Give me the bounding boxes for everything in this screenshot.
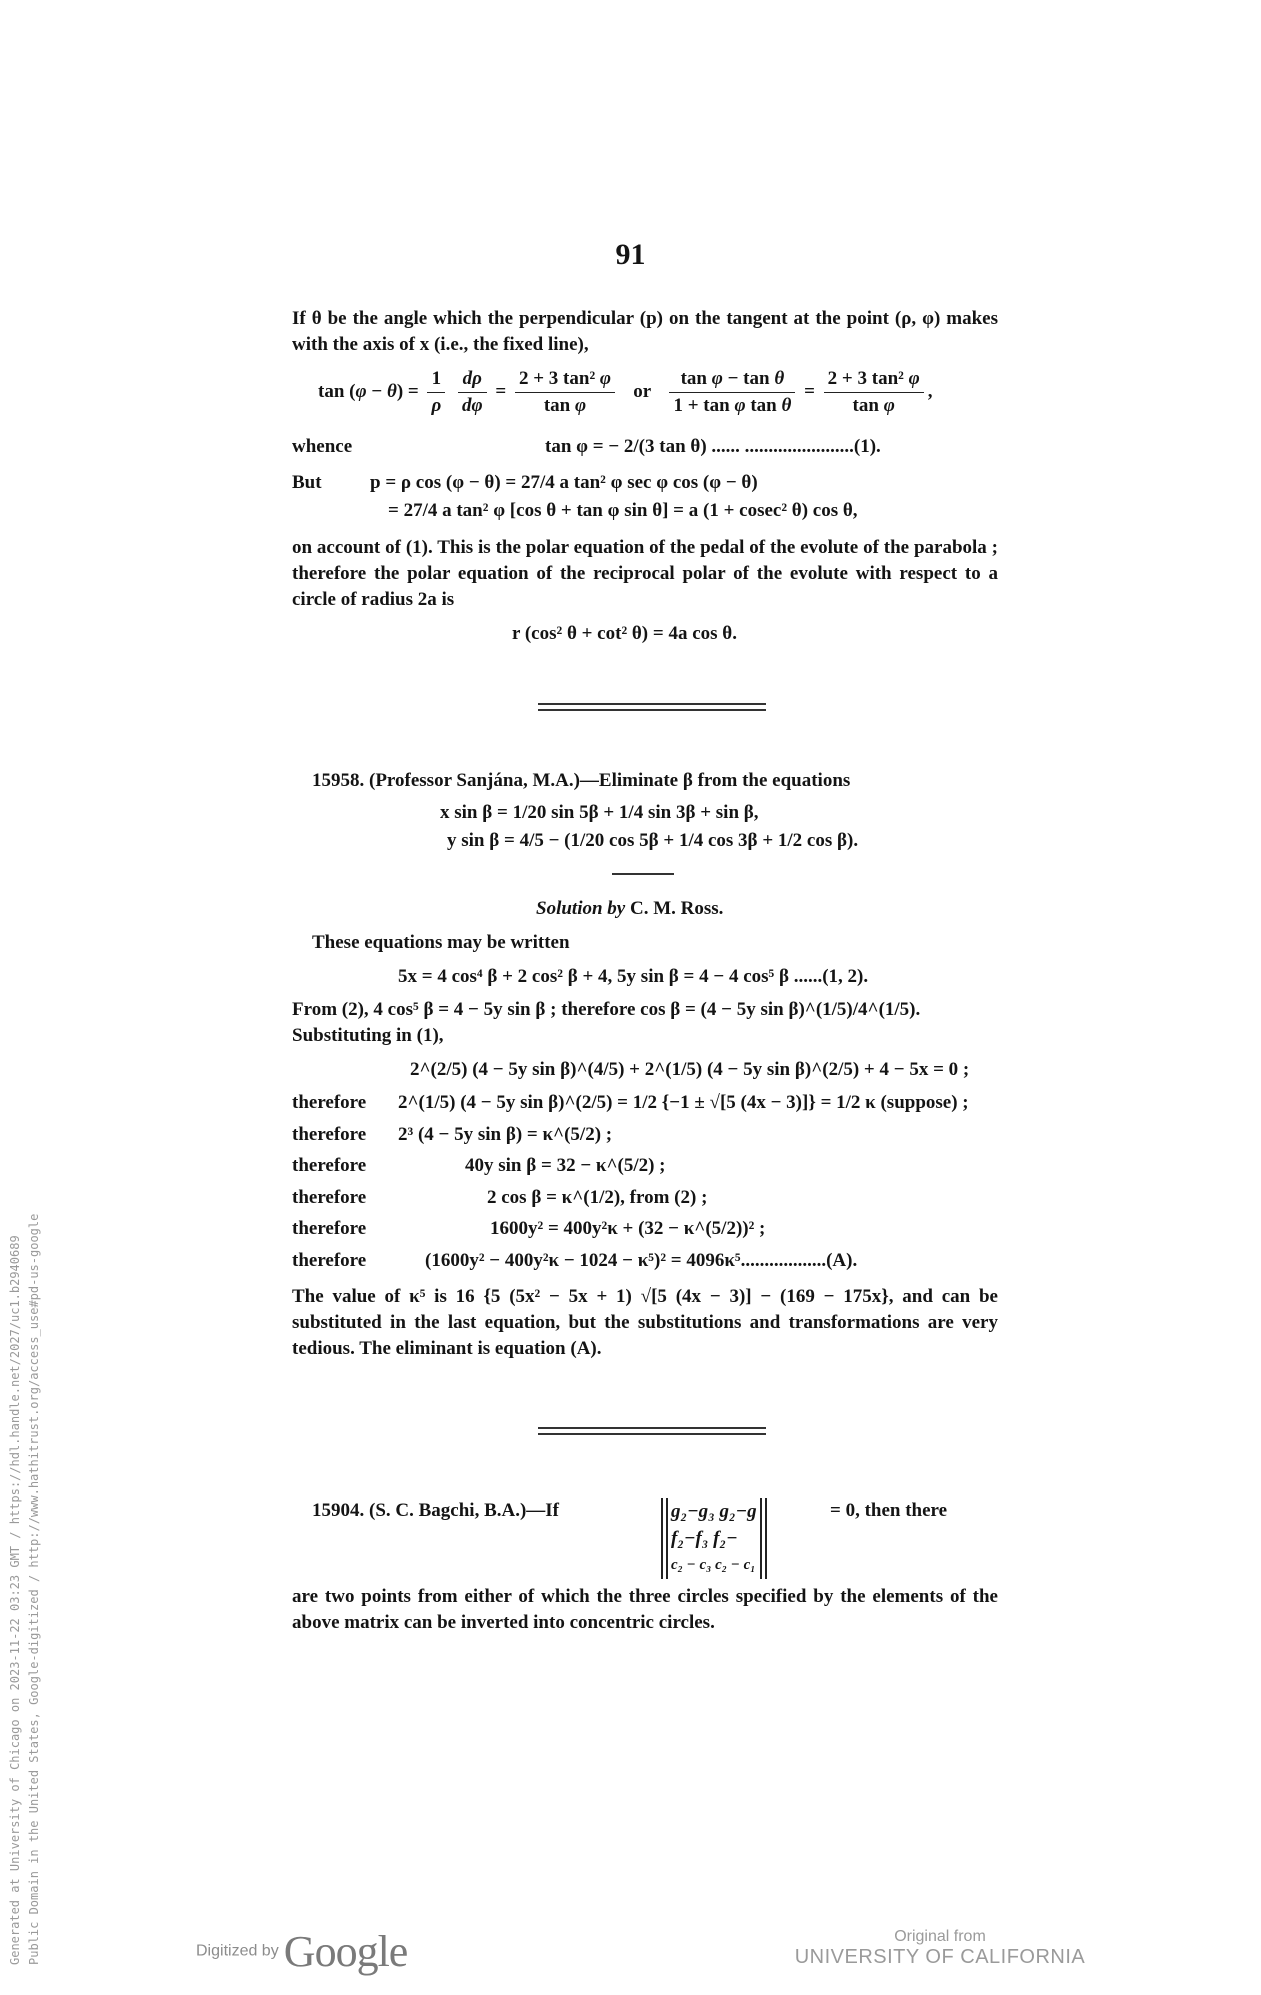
- solution-line: Substituting in (1),: [292, 1025, 444, 1046]
- watermark-line: Public Domain in the United States, Google-digitized / http://www.hathitrust.org/access_use#pd-us-google: [27, 1213, 41, 1965]
- whence-label: whence: [292, 436, 353, 457]
- solution-equation: 2^(1/5) (4 − 5y sin β)^(2/5) = 1/2 {−1 ± √[5 (4x − 3)]} = 1/2 κ (suppose) ;: [398, 1092, 969, 1113]
- original-from-label: Original from: [894, 1928, 986, 1945]
- solution-equation: 2³ (4 − 5y sin β) = κ^(5/2) ;: [398, 1124, 613, 1145]
- section-divider: [538, 1427, 766, 1429]
- determinant-row: c₂ − c₃ c₂ − c₁: [671, 1557, 756, 1573]
- solution-line: These equations may be written: [312, 932, 570, 953]
- determinant: [655, 1498, 773, 1579]
- digitized-by-footer: [196, 1926, 407, 1977]
- solution-line: From (2), 4 cos⁵ β = 4 − 5y sin β ; therefore cos β = (4 − 5y sin β)^(1/5)/4^(1/5).: [292, 999, 921, 1020]
- determinant-matrix: [661, 1498, 767, 1579]
- solution-equation: 2 cos β = κ^(1/2), from (2) ;: [487, 1187, 708, 1208]
- determinant-row: g₂−g₃ g₂−g: [671, 1501, 757, 1522]
- question-15904-heading: 15904. (S. C. Bagchi, B.A.)—If: [312, 1500, 560, 1521]
- solution-equation: 1600y² = 400y²κ + (32 − κ^(5/2))² ;: [490, 1218, 766, 1239]
- solution-equation: (1600y² − 400y²κ − 1024 − κ⁵)² = 4096κ⁵..................(A).: [425, 1250, 858, 1271]
- therefore-label: therefore: [292, 1187, 367, 1208]
- section-divider: [538, 703, 766, 705]
- short-divider: [612, 873, 674, 875]
- watermark-line: Generated at University of Chicago on 2023-11-22 03:23 GMT / https://hdl.handle.net/2027/uc1.b2940689: [8, 1235, 22, 1965]
- therefore-label: therefore: [292, 1155, 367, 1176]
- closing-paragraph: The value of κ⁵ is 16 {5 (5x² − 5x + 1) √[5 (4x − 3)] − (169 − 175x}, and can be substituted in the last equation, but the substitutions and transformations are very tedious. The eliminant is equation (A).: [292, 1286, 998, 1359]
- question-15904-tail: = 0, then there: [830, 1500, 948, 1521]
- solution-by-label: Solution by: [536, 898, 626, 919]
- question-15958-equation-2: y sin β = 4/5 − (1/20 cos 5β + 1/4 cos 3β + 1/2 cos β).: [447, 830, 859, 851]
- question-15958-heading: 15958. (Professor Sanjána, M.A.)—Eliminate β from the equations: [312, 770, 851, 791]
- solution-equation: 40y sin β = 32 − κ^(5/2) ;: [465, 1155, 666, 1176]
- google-logo: Google: [283, 1927, 408, 1976]
- final-equation: r (cos² θ + cot² θ) = 4a cos θ.: [512, 623, 737, 644]
- question-15904-body: are two points from either of which the three circles specified by the elements of the above matrix can be inverted into concentric circles.: [292, 1586, 998, 1633]
- page-number: 91: [615, 238, 646, 271]
- determinant-row: f₂−f₃ f₂−: [671, 1528, 738, 1549]
- solution-byline: [536, 898, 723, 920]
- whence-equation: tan φ = − 2/(3 tan θ) ...... .......................(1).: [545, 436, 881, 457]
- therefore-label: therefore: [292, 1218, 367, 1239]
- solver-name: C. M. Ross.: [629, 898, 724, 919]
- solution-equation: 5x = 4 cos⁴ β + 2 cos² β + 4, 5y sin β = 4 − 4 cos⁵ β ......(1, 2).: [398, 966, 869, 987]
- conclusion-paragraph: on account of (1). This is the polar equation of the pedal of the evolute of the parabola ; therefore the polar equation of the reciprocal polar of the evolute with respect to a circle of radius 2a is: [292, 537, 998, 610]
- original-from-footer: [790, 1928, 1090, 1969]
- therefore-label: therefore: [292, 1092, 367, 1113]
- digitized-by-label: Digitized by: [196, 1942, 279, 1960]
- but-equation-2: = 27/4 a tan² φ [cos θ + tan φ sin θ] = a (1 + cosec² θ) cos θ,: [388, 500, 858, 521]
- university-name: UNIVERSITY OF CALIFORNIA: [794, 1946, 1086, 1968]
- section-divider: [538, 1433, 766, 1435]
- solution-equation: 2^(2/5) (4 − 5y sin β)^(4/5) + 2^(1/5) (4 − 5y sin β)^(2/5) + 4 − 5x = 0 ;: [410, 1059, 970, 1080]
- therefore-label: therefore: [292, 1124, 367, 1145]
- question-15958-equation-1: x sin β = 1/20 sin 5β + 1/4 sin 3β + sin β,: [440, 802, 759, 823]
- intro-paragraph: If θ be the angle which the perpendicular (p) on the tangent at the point (ρ, φ) makes with the axis of x (i.e., the fixed line),: [292, 308, 998, 355]
- section-divider: [538, 709, 766, 711]
- therefore-label: therefore: [292, 1250, 367, 1271]
- but-equation-1: p = ρ cos (φ − θ) = 27/4 a tan² φ sec φ cos (φ − θ): [370, 472, 758, 493]
- tan-equation: tan (φ − θ) = $\frac{1}{\rho}$ $\frac{d\rho}{d\varphi}$ = $\frac{\text{2 + 3 tan² φ}}{\text{tan φ}}$ or $\frac{\text{tan φ − tan θ}}{\text{1 + tan φ tan θ}}$ = $\frac{\text{2 + 3 tan² φ}}{\text{tan φ}}$ ,: [318, 368, 933, 416]
- hathitrust-watermark: [6, 1214, 44, 1965]
- but-label: But: [292, 472, 322, 493]
